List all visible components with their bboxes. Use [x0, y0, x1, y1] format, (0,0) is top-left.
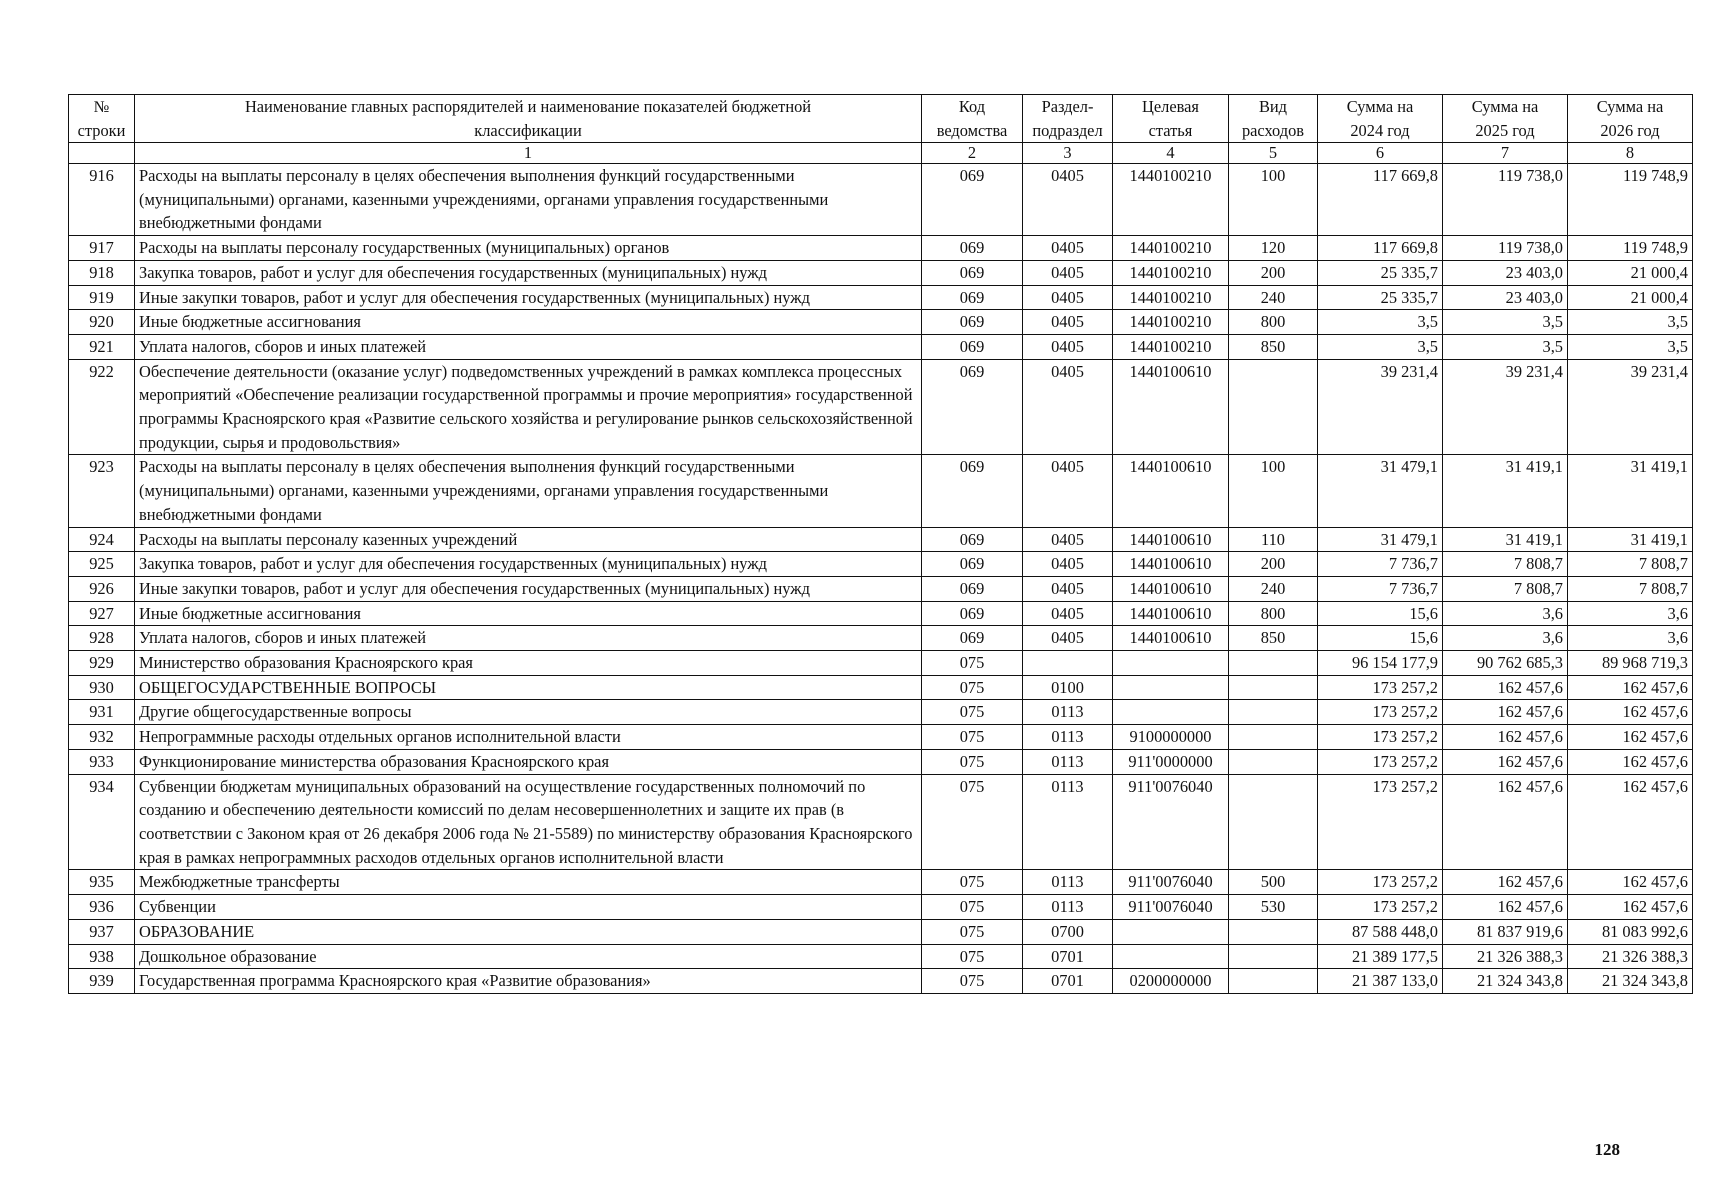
row-dept-code: 069: [922, 455, 1023, 527]
table-row: [69, 749, 1693, 774]
row-number: 938: [69, 944, 135, 969]
table-row: [69, 359, 1693, 455]
row-sum-2025: 3,6: [1443, 601, 1568, 626]
header-num: № строки: [69, 95, 135, 143]
row-name: Расходы на выплаты персоналу в целях обеспечения выполнения функций государственными (муниципальными) органами, казенными учреждениями, органами управления государственными внебюджетными фондами: [135, 455, 922, 527]
row-name: Государственная программа Красноярского края «Развитие образования»: [135, 969, 922, 994]
row-target-article: 9100000000: [1113, 725, 1229, 750]
row-section: 0701: [1023, 944, 1113, 969]
row-name: Иные бюджетные ассигнования: [135, 310, 922, 335]
row-section: 0405: [1023, 285, 1113, 310]
row-expense-type: 850: [1229, 626, 1318, 651]
row-expense-type: 800: [1229, 310, 1318, 335]
header-sum-2025: Сумма на 2025 год: [1443, 95, 1568, 143]
row-sum-2025: 162 457,6: [1443, 774, 1568, 870]
row-sum-2024: 15,6: [1318, 601, 1443, 626]
row-number: 927: [69, 601, 135, 626]
row-dept-code: 069: [922, 164, 1023, 236]
row-number: 916: [69, 164, 135, 236]
row-sum-2024: 117 669,8: [1318, 164, 1443, 236]
row-sum-2024: 173 257,2: [1318, 870, 1443, 895]
row-dept-code: 075: [922, 919, 1023, 944]
row-sum-2025: 3,6: [1443, 626, 1568, 651]
row-sum-2026: 3,5: [1568, 334, 1693, 359]
table-body: [69, 164, 1693, 994]
row-target-article: 1440100610: [1113, 527, 1229, 552]
table-row: [69, 260, 1693, 285]
row-expense-type: [1229, 359, 1318, 455]
row-sum-2024: 173 257,2: [1318, 895, 1443, 920]
row-target-article: 1440100610: [1113, 552, 1229, 577]
header-expense-type: Вид расходов: [1229, 95, 1318, 143]
row-dept-code: 075: [922, 749, 1023, 774]
row-expense-type: 110: [1229, 527, 1318, 552]
row-number: 936: [69, 895, 135, 920]
row-target-article: 1440100610: [1113, 601, 1229, 626]
row-expense-type: [1229, 651, 1318, 676]
row-sum-2025: 119 738,0: [1443, 236, 1568, 261]
table-row: [69, 285, 1693, 310]
row-sum-2026: 162 457,6: [1568, 725, 1693, 750]
row-number: 922: [69, 359, 135, 455]
row-sum-2024: 39 231,4: [1318, 359, 1443, 455]
row-section: 0100: [1023, 675, 1113, 700]
column-index: 7: [1443, 143, 1568, 164]
row-sum-2024: 25 335,7: [1318, 260, 1443, 285]
row-name: Непрограммные расходы отдельных органов исполнительной власти: [135, 725, 922, 750]
row-target-article: 1440100610: [1113, 576, 1229, 601]
row-section: 0405: [1023, 334, 1113, 359]
row-sum-2024: 31 479,1: [1318, 455, 1443, 527]
row-section: 0405: [1023, 576, 1113, 601]
row-number: 939: [69, 969, 135, 994]
row-section: 0701: [1023, 969, 1113, 994]
row-target-article: 0200000000: [1113, 969, 1229, 994]
row-section: 0405: [1023, 260, 1113, 285]
row-dept-code: 069: [922, 334, 1023, 359]
row-target-article: 911'0000000: [1113, 749, 1229, 774]
row-target-article: 911'0076040: [1113, 870, 1229, 895]
row-dept-code: 075: [922, 774, 1023, 870]
row-sum-2025: 23 403,0: [1443, 285, 1568, 310]
table-row: [69, 626, 1693, 651]
row-number: 917: [69, 236, 135, 261]
column-index: 8: [1568, 143, 1693, 164]
row-name: Иные бюджетные ассигнования: [135, 601, 922, 626]
row-sum-2025: 39 231,4: [1443, 359, 1568, 455]
table-row: [69, 236, 1693, 261]
header-sum-2026: Сумма на 2026 год: [1568, 95, 1693, 143]
row-dept-code: 075: [922, 895, 1023, 920]
row-sum-2025: 162 457,6: [1443, 700, 1568, 725]
table-row: [69, 552, 1693, 577]
header-name: Наименование главных распорядителей и наименование показателей бюджетной классификации: [135, 95, 922, 143]
row-number: 931: [69, 700, 135, 725]
row-name: Иные закупки товаров, работ и услуг для обеспечения государственных (муниципальных) нужд: [135, 576, 922, 601]
header-sum-2024: Сумма на 2024 год: [1318, 95, 1443, 143]
row-sum-2026: 119 748,9: [1568, 236, 1693, 261]
row-target-article: [1113, 700, 1229, 725]
row-expense-type: 200: [1229, 552, 1318, 577]
row-sum-2025: 7 808,7: [1443, 552, 1568, 577]
row-sum-2025: 81 837 919,6: [1443, 919, 1568, 944]
row-number: 935: [69, 870, 135, 895]
table-row: [69, 870, 1693, 895]
row-target-article: [1113, 944, 1229, 969]
row-target-article: 911'0076040: [1113, 774, 1229, 870]
row-expense-type: 850: [1229, 334, 1318, 359]
row-expense-type: [1229, 749, 1318, 774]
row-name: Субвенции: [135, 895, 922, 920]
row-dept-code: 075: [922, 651, 1023, 676]
table-row: [69, 164, 1693, 236]
row-target-article: [1113, 919, 1229, 944]
row-name: Обеспечение деятельности (оказание услуг) подведомственных учреждений в рамках комплекса процессных мероприятий «Обеспечение реализации государственной программы и прочие мероприятия» государственной программы Красноярского края «Развитие сельского хозяйства и регулирование рынков сельскохозяйственной продукции, сырья и продовольствия»: [135, 359, 922, 455]
table-row: [69, 334, 1693, 359]
row-sum-2026: 21 000,4: [1568, 260, 1693, 285]
table-row: [69, 725, 1693, 750]
row-expense-type: [1229, 774, 1318, 870]
row-expense-type: 240: [1229, 576, 1318, 601]
header-row: [69, 95, 1693, 143]
row-number: 932: [69, 725, 135, 750]
row-section: 0405: [1023, 236, 1113, 261]
row-dept-code: 069: [922, 285, 1023, 310]
row-section: 0113: [1023, 700, 1113, 725]
row-sum-2026: 81 083 992,6: [1568, 919, 1693, 944]
row-target-article: 911'0076040: [1113, 895, 1229, 920]
row-sum-2024: 117 669,8: [1318, 236, 1443, 261]
row-dept-code: 075: [922, 969, 1023, 994]
row-sum-2024: 173 257,2: [1318, 700, 1443, 725]
row-name: Межбюджетные трансферты: [135, 870, 922, 895]
row-sum-2025: 21 326 388,3: [1443, 944, 1568, 969]
column-index: 4: [1113, 143, 1229, 164]
table-row: [69, 576, 1693, 601]
row-number: 923: [69, 455, 135, 527]
row-sum-2026: 7 808,7: [1568, 552, 1693, 577]
row-sum-2024: 173 257,2: [1318, 774, 1443, 870]
row-sum-2024: 3,5: [1318, 310, 1443, 335]
row-section: 0405: [1023, 455, 1113, 527]
column-index: 2: [922, 143, 1023, 164]
row-sum-2026: 31 419,1: [1568, 527, 1693, 552]
row-number: 930: [69, 675, 135, 700]
table-header: [69, 95, 1693, 164]
column-index: 6: [1318, 143, 1443, 164]
row-expense-type: [1229, 675, 1318, 700]
table-row: [69, 651, 1693, 676]
row-number: 920: [69, 310, 135, 335]
row-sum-2024: 173 257,2: [1318, 725, 1443, 750]
row-sum-2026: 31 419,1: [1568, 455, 1693, 527]
row-target-article: 1440100610: [1113, 626, 1229, 651]
row-sum-2026: 162 457,6: [1568, 749, 1693, 774]
row-section: 0405: [1023, 310, 1113, 335]
row-sum-2025: 21 324 343,8: [1443, 969, 1568, 994]
row-target-article: 1440100610: [1113, 359, 1229, 455]
row-expense-type: 530: [1229, 895, 1318, 920]
column-index: [69, 143, 135, 164]
row-expense-type: [1229, 944, 1318, 969]
row-sum-2024: 7 736,7: [1318, 576, 1443, 601]
row-target-article: 1440100210: [1113, 285, 1229, 310]
row-target-article: 1440100210: [1113, 236, 1229, 261]
column-index: 3: [1023, 143, 1113, 164]
row-sum-2024: 96 154 177,9: [1318, 651, 1443, 676]
budget-table: [68, 94, 1693, 994]
row-sum-2024: 21 387 133,0: [1318, 969, 1443, 994]
row-expense-type: 500: [1229, 870, 1318, 895]
row-sum-2025: 90 762 685,3: [1443, 651, 1568, 676]
row-dept-code: 069: [922, 236, 1023, 261]
row-sum-2025: 162 457,6: [1443, 725, 1568, 750]
row-name: Дошкольное образование: [135, 944, 922, 969]
row-sum-2024: 3,5: [1318, 334, 1443, 359]
row-section: 0113: [1023, 725, 1113, 750]
row-target-article: [1113, 675, 1229, 700]
row-expense-type: [1229, 725, 1318, 750]
table-row: [69, 455, 1693, 527]
row-name: Расходы на выплаты персоналу в целях обеспечения выполнения функций государственными (муниципальными) органами, казенными учреждениями, органами управления государственными внебюджетными фондами: [135, 164, 922, 236]
row-expense-type: [1229, 969, 1318, 994]
row-sum-2024: 173 257,2: [1318, 749, 1443, 774]
row-sum-2025: 3,5: [1443, 334, 1568, 359]
row-number: 924: [69, 527, 135, 552]
row-target-article: 1440100610: [1113, 455, 1229, 527]
row-sum-2026: 162 457,6: [1568, 895, 1693, 920]
row-sum-2025: 23 403,0: [1443, 260, 1568, 285]
row-sum-2026: 162 457,6: [1568, 774, 1693, 870]
row-sum-2026: 3,5: [1568, 310, 1693, 335]
header-target-article: Целевая статья: [1113, 95, 1229, 143]
row-sum-2025: 162 457,6: [1443, 675, 1568, 700]
row-expense-type: 240: [1229, 285, 1318, 310]
row-name: Министерство образования Красноярского края: [135, 651, 922, 676]
row-number: 918: [69, 260, 135, 285]
row-name: ОБРАЗОВАНИЕ: [135, 919, 922, 944]
table-row: [69, 774, 1693, 870]
page-number: 128: [1594, 1140, 1620, 1159]
table-row: [69, 944, 1693, 969]
row-expense-type: [1229, 700, 1318, 725]
row-section: 0405: [1023, 601, 1113, 626]
row-sum-2026: 162 457,6: [1568, 675, 1693, 700]
row-dept-code: 075: [922, 675, 1023, 700]
column-index: 5: [1229, 143, 1318, 164]
row-name: Иные закупки товаров, работ и услуг для обеспечения государственных (муниципальных) нужд: [135, 285, 922, 310]
row-expense-type: 100: [1229, 455, 1318, 527]
row-dept-code: 069: [922, 359, 1023, 455]
row-section: 0700: [1023, 919, 1113, 944]
row-name: Закупка товаров, работ и услуг для обеспечения государственных (муниципальных) нужд: [135, 260, 922, 285]
row-sum-2024: 25 335,7: [1318, 285, 1443, 310]
row-expense-type: [1229, 919, 1318, 944]
table-row: [69, 310, 1693, 335]
row-sum-2024: 87 588 448,0: [1318, 919, 1443, 944]
row-sum-2024: 31 479,1: [1318, 527, 1443, 552]
row-number: 929: [69, 651, 135, 676]
row-sum-2025: 119 738,0: [1443, 164, 1568, 236]
row-target-article: 1440100210: [1113, 164, 1229, 236]
row-sum-2026: 21 000,4: [1568, 285, 1693, 310]
row-sum-2025: 162 457,6: [1443, 870, 1568, 895]
table-row: [69, 675, 1693, 700]
row-section: 0405: [1023, 527, 1113, 552]
row-section: 0113: [1023, 870, 1113, 895]
row-number: 921: [69, 334, 135, 359]
row-target-article: [1113, 651, 1229, 676]
row-name: Другие общегосударственные вопросы: [135, 700, 922, 725]
row-name: Функционирование министерства образования Красноярского края: [135, 749, 922, 774]
table-row: [69, 601, 1693, 626]
row-dept-code: 069: [922, 601, 1023, 626]
table-row: [69, 919, 1693, 944]
row-sum-2025: 7 808,7: [1443, 576, 1568, 601]
row-sum-2026: 162 457,6: [1568, 870, 1693, 895]
row-sum-2026: 7 808,7: [1568, 576, 1693, 601]
row-sum-2026: 119 748,9: [1568, 164, 1693, 236]
row-dept-code: 075: [922, 725, 1023, 750]
row-section: 0113: [1023, 749, 1113, 774]
row-number: 928: [69, 626, 135, 651]
header-dept-code: Код ведомства: [922, 95, 1023, 143]
row-target-article: 1440100210: [1113, 260, 1229, 285]
row-number: 925: [69, 552, 135, 577]
row-name: Уплата налогов, сборов и иных платежей: [135, 626, 922, 651]
row-sum-2025: 3,5: [1443, 310, 1568, 335]
row-expense-type: 800: [1229, 601, 1318, 626]
row-name: Расходы на выплаты персоналу казенных учреждений: [135, 527, 922, 552]
row-dept-code: 075: [922, 700, 1023, 725]
row-name: Расходы на выплаты персоналу государственных (муниципальных) органов: [135, 236, 922, 261]
row-dept-code: 075: [922, 870, 1023, 895]
row-section: 0405: [1023, 552, 1113, 577]
table-row: [69, 895, 1693, 920]
row-name: Уплата налогов, сборов и иных платежей: [135, 334, 922, 359]
row-sum-2026: 89 968 719,3: [1568, 651, 1693, 676]
row-number: 937: [69, 919, 135, 944]
row-sum-2026: 3,6: [1568, 626, 1693, 651]
row-dept-code: 069: [922, 527, 1023, 552]
row-number: 926: [69, 576, 135, 601]
table-row: [69, 700, 1693, 725]
table-row: [69, 527, 1693, 552]
row-number: 934: [69, 774, 135, 870]
row-sum-2025: 162 457,6: [1443, 749, 1568, 774]
row-sum-2024: 173 257,2: [1318, 675, 1443, 700]
row-sum-2025: 31 419,1: [1443, 455, 1568, 527]
column-index: 1: [135, 143, 922, 164]
row-sum-2025: 31 419,1: [1443, 527, 1568, 552]
column-index-row: [69, 143, 1693, 164]
header-section: Раздел- подраздел: [1023, 95, 1113, 143]
row-target-article: 1440100210: [1113, 310, 1229, 335]
row-expense-type: 200: [1229, 260, 1318, 285]
row-number: 933: [69, 749, 135, 774]
row-section: [1023, 651, 1113, 676]
row-target-article: 1440100210: [1113, 334, 1229, 359]
table-row: [69, 969, 1693, 994]
row-dept-code: 069: [922, 260, 1023, 285]
row-sum-2026: 162 457,6: [1568, 700, 1693, 725]
row-name: Субвенции бюджетам муниципальных образований на осуществление государственных полномочий по созданию и обеспечению деятельности комиссий по делам несовершеннолетних и защите их прав (в соответствии с Законом края от 26 декабря 2006 года № 21-5589) по министерству образования Красноярского края в рамках непрограммных расходов отдельных органов исполнительной власти: [135, 774, 922, 870]
row-section: 0405: [1023, 164, 1113, 236]
row-sum-2026: 21 324 343,8: [1568, 969, 1693, 994]
row-dept-code: 075: [922, 944, 1023, 969]
row-sum-2024: 21 389 177,5: [1318, 944, 1443, 969]
row-sum-2024: 7 736,7: [1318, 552, 1443, 577]
row-dept-code: 069: [922, 626, 1023, 651]
row-dept-code: 069: [922, 552, 1023, 577]
row-expense-type: 100: [1229, 164, 1318, 236]
row-section: 0113: [1023, 895, 1113, 920]
row-name: Закупка товаров, работ и услуг для обеспечения государственных (муниципальных) нужд: [135, 552, 922, 577]
row-section: 0405: [1023, 359, 1113, 455]
row-name: ОБЩЕГОСУДАРСТВЕННЫЕ ВОПРОСЫ: [135, 675, 922, 700]
row-sum-2024: 15,6: [1318, 626, 1443, 651]
row-sum-2026: 39 231,4: [1568, 359, 1693, 455]
row-number: 919: [69, 285, 135, 310]
row-dept-code: 069: [922, 576, 1023, 601]
row-expense-type: 120: [1229, 236, 1318, 261]
row-sum-2025: 162 457,6: [1443, 895, 1568, 920]
row-sum-2026: 21 326 388,3: [1568, 944, 1693, 969]
row-sum-2026: 3,6: [1568, 601, 1693, 626]
row-section: 0113: [1023, 774, 1113, 870]
row-section: 0405: [1023, 626, 1113, 651]
row-dept-code: 069: [922, 310, 1023, 335]
